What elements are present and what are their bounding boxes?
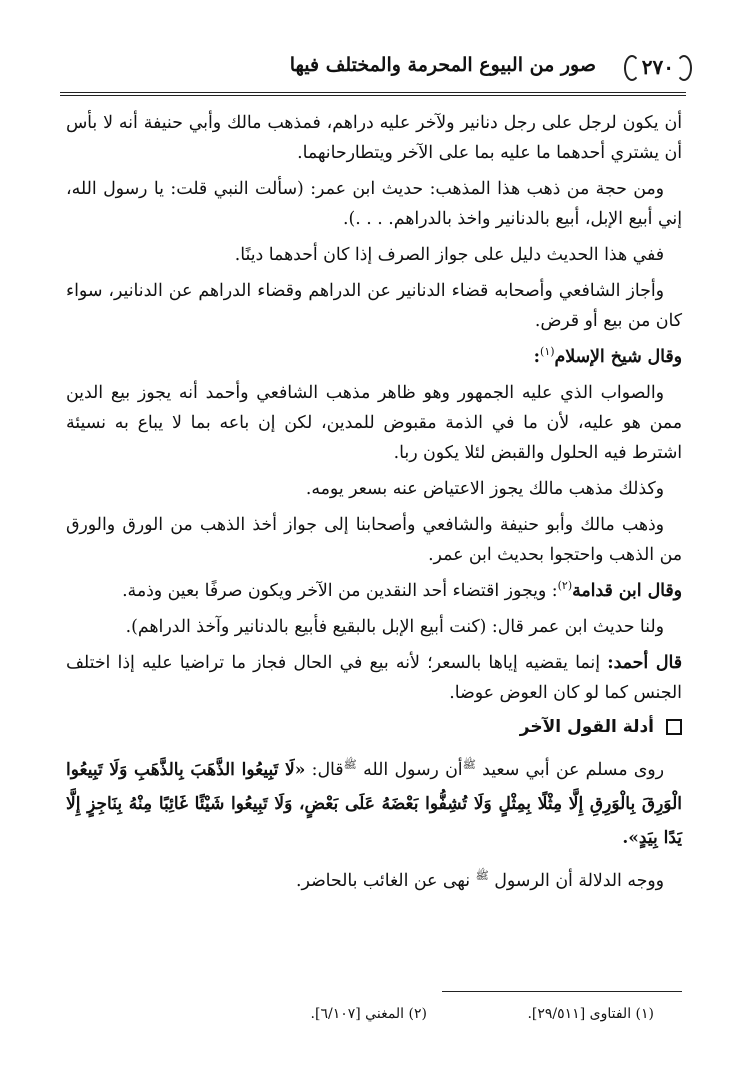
section-heading <box>66 714 682 740</box>
paragraph-13 <box>66 861 682 896</box>
checkbox-icon <box>666 719 682 735</box>
quote-text-ibn-qudama: : ويجوز اقتضاء أحد النقدين من الآخر ويكون صرفًا بعين وذمة. <box>122 581 558 601</box>
paragraph-2: ومن حجة من ذهب هذا المذهب: حديث ابن عمر: (سألت النبي قلت: يا رسول الله، إني أبيع الإبل، أبيع بالدنانير واخذ بالدراهم. . . .). <box>66 179 682 229</box>
header-rule-double <box>60 95 686 96</box>
paragraph-8: وذهب مالك وأبو حنيفة والشافعي وأصحابنا إلى جواز أخذ الذهب من الورق والورق من الذهب واحتجوا بحديث ابن عمر. <box>66 515 682 565</box>
hadith-qal: قال: <box>305 759 344 780</box>
honorific-saw: ﷺ <box>343 758 357 771</box>
footnote-1: (١) الفتاوى [٢٩/٥١١]. <box>527 1006 654 1022</box>
footnote-rule <box>442 991 682 992</box>
hadith-text: «لَا تَبِيعُوا الذَّهَبَ بِالذَّهَبِ وَلَا تَبِيعُوا الْوَرِقَ بِالْوَرِقِ إِلَّا مِثْلًا بِمِثْلٍ وَلَا تُشِفُّوا بَعْضَهُ عَلَى بَعْضٍ، وَلَا تَبِيعُوا شَيْئًا غَائِبًا مِنْهُ بِنَاجِزٍ إِلَّا يَدًا بِيَدٍ». <box>66 759 682 848</box>
quote-label-shaykh: وقال شيخ الإسلام <box>554 347 682 367</box>
footnote-ref-1[interactable]: (١) <box>540 345 555 359</box>
paragraph-10: ولنا حديث ابن عمر قال: (كنت أبيع الإبل بالبقيع فأبيع بالدنانير وآخذ الدراهم). <box>125 617 664 637</box>
paragraph-5 <box>66 342 682 372</box>
paragraph-11 <box>66 648 682 708</box>
section-title: أدلة القول الآخر <box>519 717 654 737</box>
paragraph-1: أن يكون لرجل على رجل دنانير ولآخر عليه دراهم، فمذهب مالك وأبي حنيفة أنه لا بأس أن يشتري أحدهما ما عليه بما على الآخر ويتطارحانهما. <box>66 113 682 163</box>
hadith-intro-mid: أن رسول الله <box>356 759 463 780</box>
footnote-2: (٢) المغني [٦/١٠٧]. <box>310 1006 427 1022</box>
paragraph-3: ففي هذا الحديث دليل على جواز الصرف إذا كان أحدهما دينًا. <box>234 245 664 265</box>
quote-label-ahmad: قال أحمد: <box>607 653 682 673</box>
running-header <box>60 52 686 96</box>
footnotes <box>66 1006 682 1030</box>
quote-label-ibn-qudama: وقال ابن قدامة <box>572 581 682 601</box>
honorific-ra: ﷺ <box>462 758 476 771</box>
conclusion-b: نهى عن الغائب بالحاضر. <box>295 870 476 891</box>
quote-text-ahmad: إنما يقضيه إياها بالسعر؛ لأنه بيع في الحال فجاز ما تراضيا عليه إذا اختلف الجنس كما لو كان العوض عوضا. <box>66 653 682 703</box>
main-text <box>66 108 682 902</box>
header-rule <box>60 92 686 93</box>
paragraph-4: وأجاز الشافعي وأصحابه قضاء الدنانير عن الدراهم وقضاء الدراهم عن الدنانير، سواء كان من بيع أو قرض. <box>66 281 682 331</box>
page-number: ٢٧٠ <box>630 52 686 82</box>
footnote-ref-2[interactable]: (٢) <box>557 579 573 593</box>
paragraph-12 <box>66 750 682 855</box>
hadith-intro: روى مسلم عن أبي سعيد <box>475 759 664 780</box>
paragraph-9 <box>66 576 682 606</box>
paragraph-6: والصواب الذي عليه الجمهور وهو ظاهر مذهب الشافعي وأحمد أنه يجوز بيع الدين ممن هو عليه، لأن ما في الذمة مقبوض للمدين، لكن إن باعه بما لا يباع به نسيئة اشترط فيه الحلول والقبض لئلا يكون ربا. <box>66 383 682 463</box>
quote-colon: : <box>533 347 541 367</box>
conclusion-a: ووجه الدلالة أن الرسول <box>488 870 664 891</box>
honorific-saw-2: ﷺ <box>475 868 489 882</box>
paragraph-7: وكذلك مذهب مالك يجوز الاعتياض عنه بسعر يومه. <box>305 479 664 499</box>
running-title: صور من البيوع المحرمة والمختلف فيها <box>289 54 596 76</box>
